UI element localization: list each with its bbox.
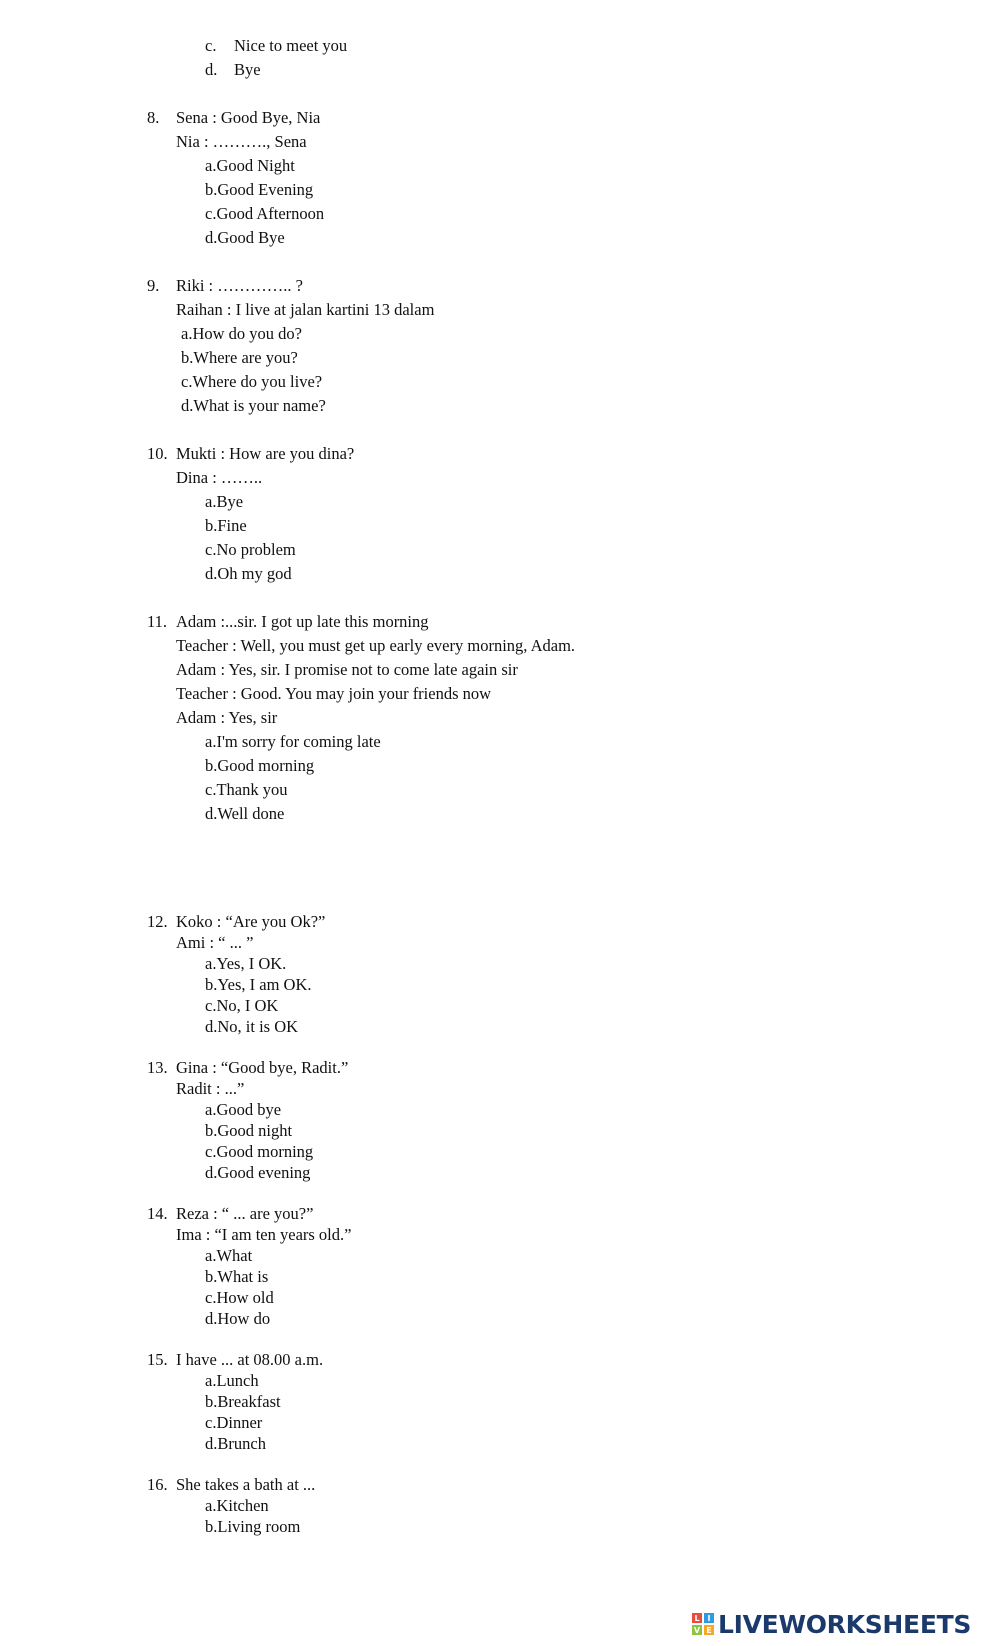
logo-blocks-icon [692,1613,714,1635]
list-item: c.Thank you [205,780,288,799]
question-13: 13. Gina : “Good bye, Radit.” [147,1058,349,1077]
logo-block: L [692,1613,702,1623]
list-item: c.No, I OK [205,996,279,1015]
question-line: Adam : Yes, sir [176,708,278,727]
logo-block: E [704,1625,714,1635]
list-item: c.How old [205,1288,274,1307]
list-item: a.Good bye [205,1100,282,1119]
list-item: a.How do you do? [181,324,302,343]
list-item: c.Where do you live? [181,372,323,391]
question-line: Ami : “ ... ” [176,933,254,952]
question-11: 11. Adam :...sir. I got up late this morning [147,612,429,631]
list-item: a.Yes, I OK. [205,954,287,973]
list-item: b.Breakfast [205,1392,281,1411]
list-item: b.Good morning [205,756,315,775]
question-12: 12. Koko : “Are you Ok?” [147,912,326,931]
question-line: Dina : …….. [176,468,263,487]
list-item: b.Where are you? [181,348,298,367]
question-line: Ima : “I am ten years old.” [176,1225,352,1244]
list-item: d.Well done [205,804,285,823]
question-16: 16. She takes a bath at ... [147,1475,316,1494]
list-item: a.Lunch [205,1371,259,1390]
liveworksheets-logo [692,1609,971,1639]
brand-name: LIVEWORKSHEETS [718,1609,972,1639]
question-line: Nia : ………., Sena [176,132,307,151]
list-item: b.Good Evening [205,180,314,199]
list-item: b.Living room [205,1517,301,1536]
list-item: d.Good Bye [205,228,285,247]
list-item: d.Brunch [205,1434,266,1453]
list-item: c.Dinner [205,1413,263,1432]
list-item: d.Oh my god [205,564,292,583]
question-line: Teacher : Good. You may join your friends now [176,684,492,703]
question-15: 15. I have ... at 08.00 a.m. [147,1350,324,1369]
list-item: d.What is your name? [181,396,326,415]
list-item: c.Good morning [205,1142,314,1161]
question-line: Raihan : I live at jalan kartini 13 dalam [176,300,435,319]
logo-block: I [704,1613,714,1623]
question-line: Adam : Yes, sir. I promise not to come late again sir [176,660,518,679]
question-10: 10. Mukti : How are you dina? [147,444,355,463]
list-item: c. Nice to meet you [205,36,348,55]
list-item: d.No, it is OK [205,1017,299,1036]
question-line: Teacher : Well, you must get up early every morning, Adam. [176,636,576,655]
list-item: a.Kitchen [205,1496,269,1515]
list-item: a.I'm sorry for coming late [205,732,381,751]
list-item: b.Good night [205,1121,293,1140]
list-item: c.Good Afternoon [205,204,325,223]
list-item: d.Good evening [205,1163,311,1182]
list-item: a.Bye [205,492,244,511]
logo-block: V [693,1625,701,1635]
question-8: 8. Sena : Good Bye, Nia [147,108,321,127]
list-item: b.Yes, I am OK. [205,975,312,994]
question-line: Radit : ...” [176,1079,245,1098]
list-item: a.What [205,1246,253,1265]
list-item: d.How do [205,1309,271,1328]
question-14: 14. Reza : “ ... are you?” [147,1204,314,1223]
question-9: 9. Riki : ………….. ? [147,276,303,295]
list-item: b.What is [205,1267,269,1286]
list-item: c.No problem [205,540,296,559]
list-item: d. Bye [205,60,261,79]
list-item: b.Fine [205,516,247,535]
list-item: a.Good Night [205,156,295,175]
